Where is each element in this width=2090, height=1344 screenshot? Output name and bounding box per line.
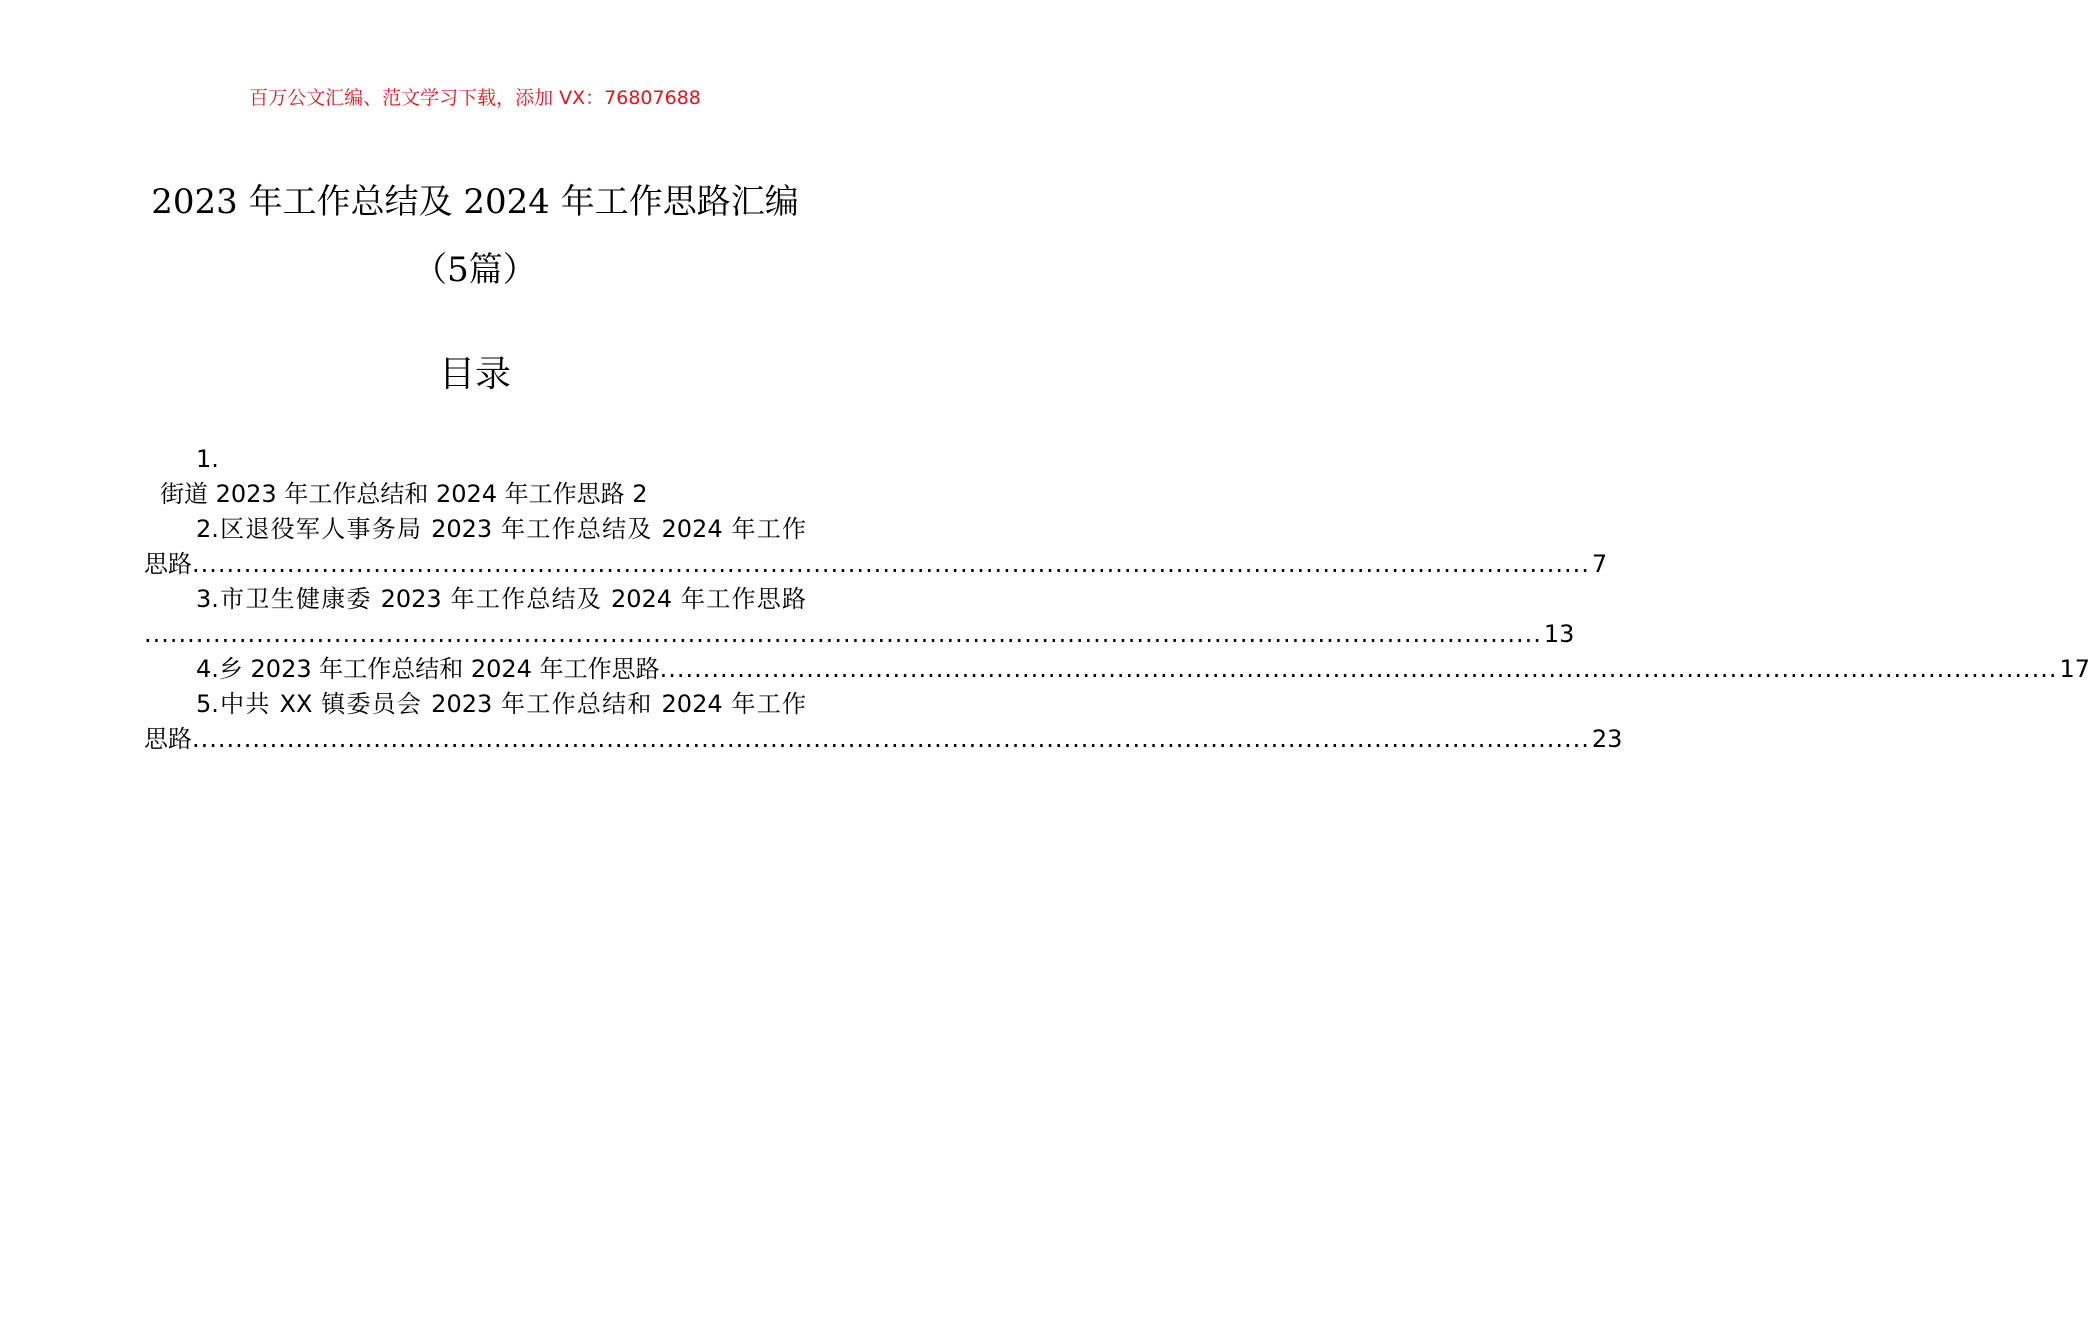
toc-item-1-number[interactable]: 1.: [196, 445, 219, 473]
toc-item-5-label: 思路: [144, 725, 192, 753]
toc-item-3-leader: ..................................................................................................................................................................: [144, 620, 1542, 648]
toc-item-4-page: 17: [2059, 655, 2090, 683]
header-banner: 百万公文汇编、范文学习下载，添加 VX：76807688: [249, 87, 701, 109]
toc-item-2-label: 思路: [144, 550, 192, 578]
toc-item-5-line1[interactable]: 5.中共 XX 镇委员会 2023 年工作总结和 2024 年工作: [196, 690, 806, 718]
toc-item-2-page: 7: [1591, 550, 1608, 578]
toc-item-4[interactable]: [144, 652, 2090, 687]
toc-heading: 目录: [438, 354, 511, 395]
toc-item-2-leader: ..................................................................................................................................................................: [192, 550, 1590, 578]
toc-item-2-line2[interactable]: [144, 547, 1608, 582]
toc-item-4-label: 4.乡 2023 年工作总结和 2024 年工作思路: [196, 655, 660, 683]
toc-item-3-line2[interactable]: [144, 617, 1575, 652]
document-title: 2023 年工作总结及 2024 年工作思路汇编: [151, 182, 799, 222]
toc-item-2-line1[interactable]: 2.区退役军人事务局 2023 年工作总结及 2024 年工作: [196, 515, 806, 543]
toc-item-5-leader: ..................................................................................................................................................................: [192, 725, 1590, 753]
toc-item-4-leader: ..................................................................................................................................................................: [659, 655, 2058, 683]
toc-item-3-page: 13: [1543, 620, 1575, 648]
toc-item-1-text[interactable]: 街道 2023 年工作总结和 2024 年工作思路 2: [160, 480, 648, 508]
toc-item-3-line1[interactable]: 3.市卫生健康委 2023 年工作总结及 2024 年工作思路: [196, 585, 806, 613]
toc-item-5-line2[interactable]: [144, 722, 1623, 757]
toc-item-5-page: 23: [1591, 725, 1623, 753]
table-of-contents: [144, 442, 2090, 757]
document-subtitle: （5篇）: [413, 250, 537, 290]
